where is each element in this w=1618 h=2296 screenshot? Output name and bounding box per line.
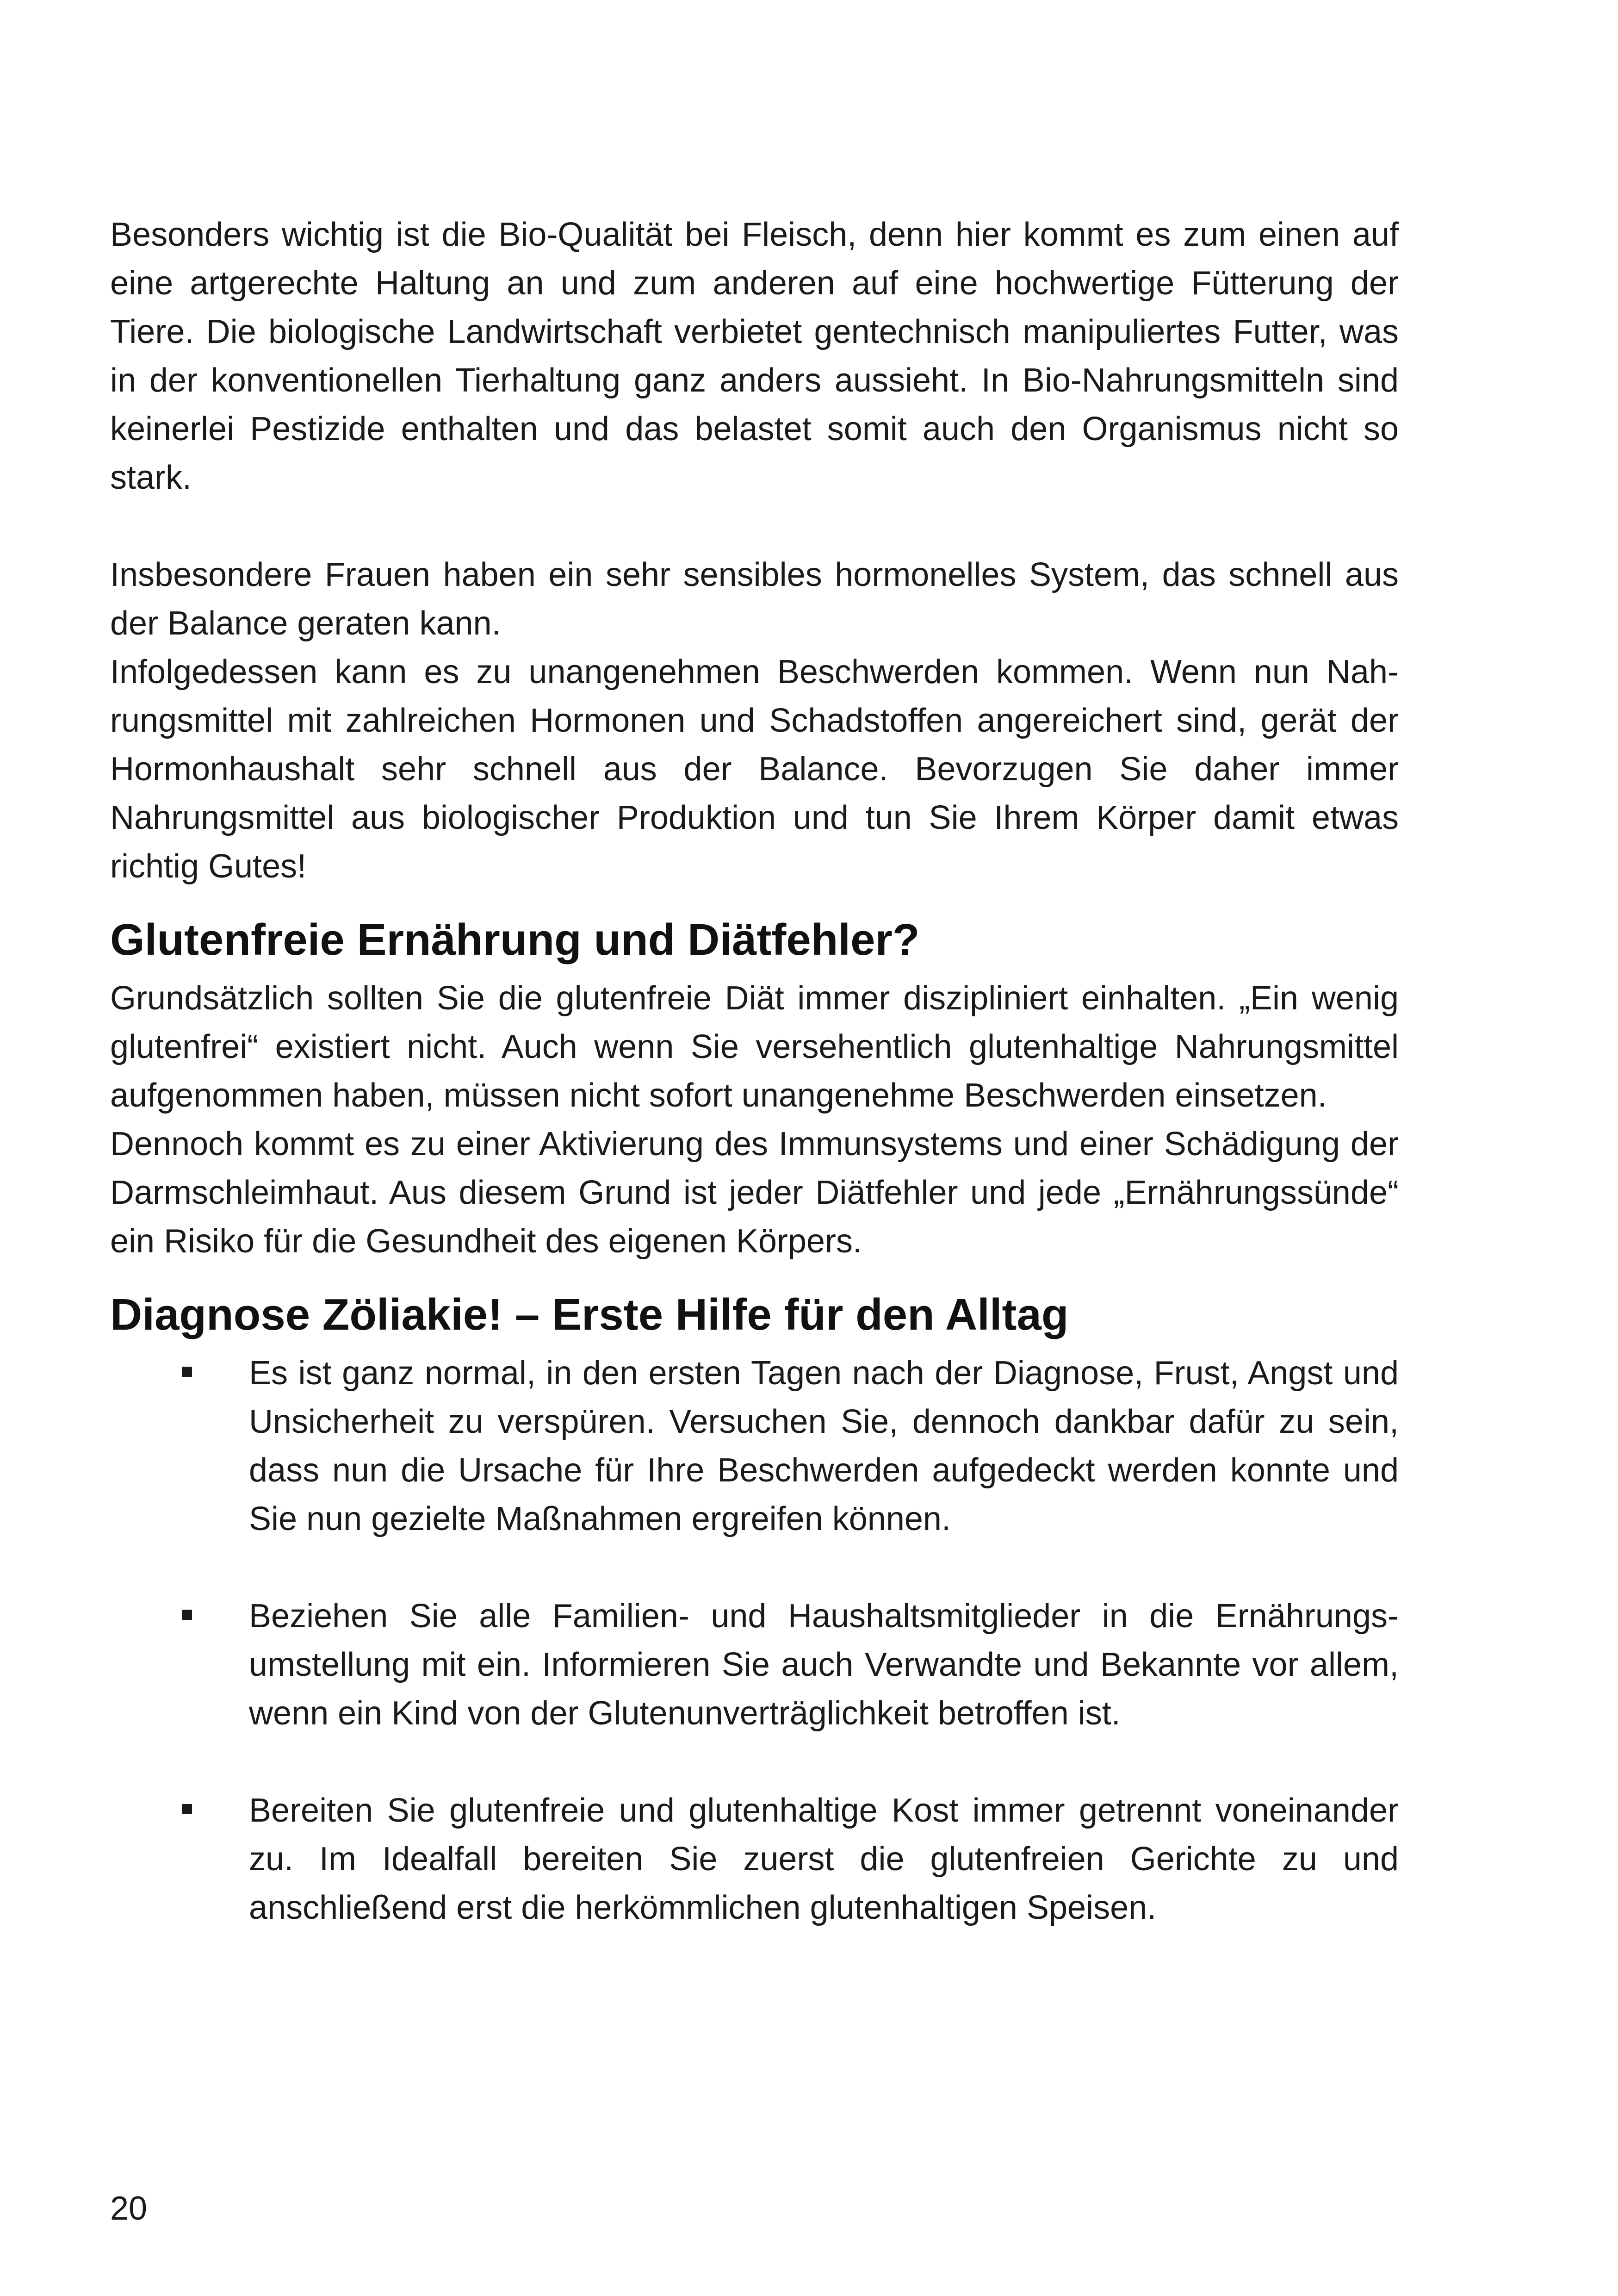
list-item-text: Bereiten Sie glutenfreie und glutenhaltige Kost immer getrennt voneinander zu. Im Idealfall bereiten Sie zuerst die glutenfreien Gerichte zu und anschließend erst die herkömmlichen glutenhaltigen Speisen. <box>249 1792 1399 1926</box>
heading-gluten-free-diet-errors: Glutenfreie Ernährung und Diätfehler? <box>110 915 920 964</box>
list-item-text: Es ist ganz normal, in den ersten Tagen nach der Diagnose, Frust, Angst und Unsicherheit zu verspüren. Versuchen Sie, dennoch dankbar dafür zu sein, dass nun die Ursache für Ihre Beschwerden aufgedeckt werden konnte und Sie nun gezielte Maßnahmen ergreifen können. <box>249 1355 1399 1537</box>
heading-diagnosis-first-aid: Diagnose Zöliakie! – Erste Hilfe für den Alltag <box>110 1290 1069 1339</box>
square-bullet-icon <box>182 1610 192 1620</box>
paragraph-bio-quality: Besonders wichtig ist die Bio-Qualität bei Fleisch, denn hier kommt es zum einen auf eine artgerechte Haltung an und zum anderen auf eine hochwertige Fütterung der Tiere. Die biologische Landwirtschaft verbietet gentechnisch manipuliertes Futter, was in der konventionellen Tierhaltung ganz anders aussieht. In Bio-Nahrungsmitteln sind keinerlei Pestizide enthalten und das belastet somit auch den Organismus nicht so stark. <box>110 216 1399 496</box>
square-bullet-icon <box>182 1367 192 1377</box>
page-content <box>110 211 1399 1932</box>
list-item-text: Beziehen Sie alle Familien- und Haushaltsmitglieder in die Ernährungsumstellung mit ein. Informieren Sie auch Verwandte und Bekannte vor allem, wenn ein Kind von der Glutenunverträglichkeit betroffen ist. <box>249 1598 1399 1732</box>
paragraph-immune-activation: Dennoch kommt es zu einer Aktivierung des Immunsystems und einer Schädigung der Darmschleimhaut. Aus diesem Grund ist jeder Diätfehler und jede „Ernährungssünde“ ein Risiko für die Gesundheit des eigenen Körpers. <box>110 1126 1399 1260</box>
list-item <box>110 1786 1399 1932</box>
paragraph-hormone-balance: Infolgedessen kann es zu unangenehmen Beschwerden kommen. Wenn nun Nahrungsmittel mit zahlreichen Hormonen und Schadstoffen angereichert sind, gerät der Hormonhaushalt sehr schnell aus der Balance. Bevorzugen Sie daher immer Nahrungsmittel aus biologischer Produktion und tun Sie Ihrem Körper damit etwas richtig Gutes! <box>110 653 1399 885</box>
list-item <box>110 1349 1399 1543</box>
paragraph-discipline: Grundsätzlich sollten Sie die glutenfreie Diät immer diszipliniert einhalten. „Ein wenig glutenfrei“ existiert nicht. Auch wenn Sie versehentlich glutenhaltige Nahrungsmittel aufgenommen haben, müssen nicht sofort unangenehme Beschwerden einsetzen. <box>110 980 1399 1114</box>
page-number: 20 <box>110 2190 148 2227</box>
first-aid-list <box>110 1349 1399 1932</box>
square-bullet-icon <box>182 1804 192 1814</box>
paragraph-hormonal-system: Insbesondere Frauen haben ein sehr sensibles hormonelles System, das schnell aus der Balance geraten kann. <box>110 556 1399 642</box>
list-item <box>110 1592 1399 1738</box>
